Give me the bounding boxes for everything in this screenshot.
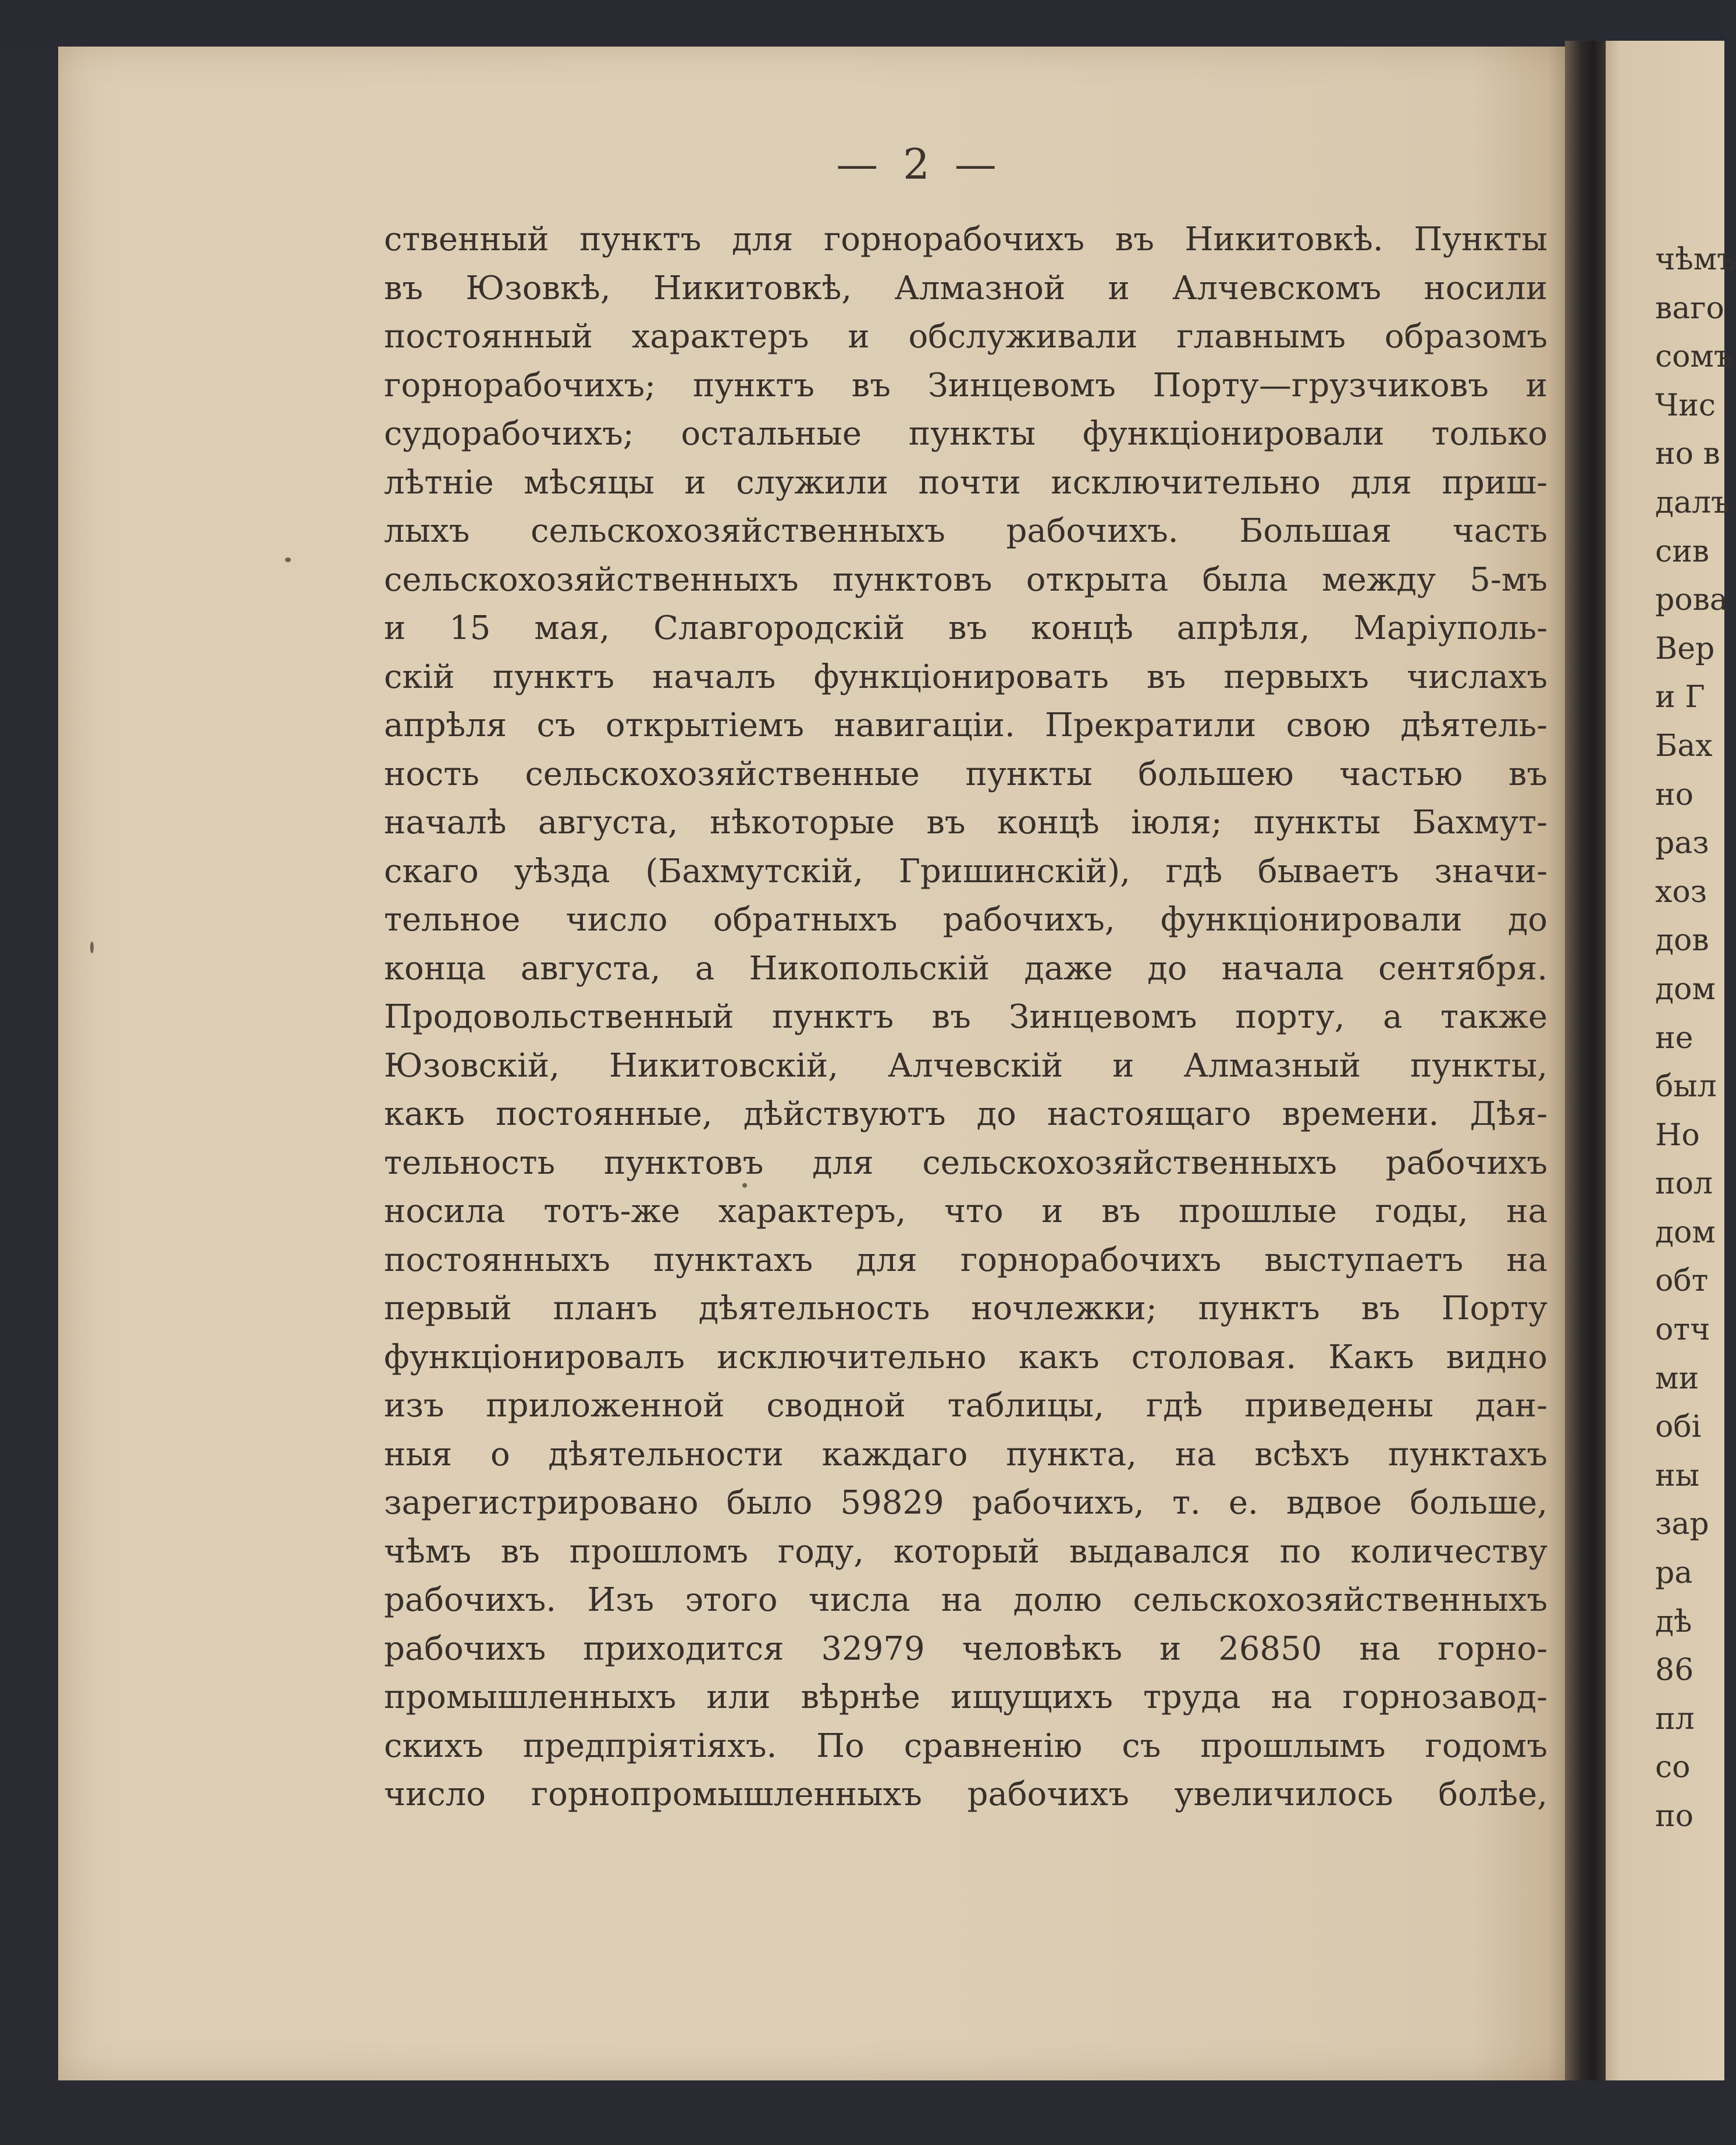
- text-line: конца августа, а Никопольскій даже до начала сентября.: [384, 949, 1548, 988]
- text-line: зарегистрировано было 59829 рабочихъ, т. е. вдвое больше,: [384, 1484, 1548, 1522]
- right-text-fragment: Вер: [1655, 631, 1715, 666]
- right-text-fragment: дов: [1655, 923, 1709, 958]
- right-text-fragment: чѣмъ: [1655, 242, 1736, 277]
- right-text-fragment: но: [1655, 777, 1694, 812]
- right-text-fragment: Чис: [1655, 388, 1716, 423]
- right-text-fragment: далъ: [1655, 485, 1731, 520]
- text-line: какъ постоянные, дѣйствуютъ до настоящаго времени. Дѣя-: [384, 1095, 1548, 1133]
- text-line: апрѣля съ открытіемъ навигаціи. Прекратили свою дѣятель-: [384, 706, 1548, 744]
- right-text-fragment: не: [1655, 1020, 1694, 1056]
- right-text-fragment: дом: [1655, 971, 1716, 1007]
- right-text-fragment: 86: [1655, 1653, 1694, 1688]
- right-text-fragment: хоз: [1655, 874, 1707, 910]
- text-line: скаго уѣзда (Бахмутскій, Гришинскій), гдѣ бываетъ значи-: [384, 852, 1548, 890]
- text-line: скихъ предпріятіяхъ. По сравненію съ прошлымъ годомъ: [384, 1727, 1548, 1765]
- right-text-fragment: дѣ: [1655, 1604, 1692, 1639]
- text-line: рабочихъ. Изъ этого числа на долю сельскохозяйственныхъ: [384, 1581, 1548, 1619]
- text-line: число горнопромышленныхъ рабочихъ увеличилось болѣе,: [384, 1775, 1548, 1813]
- right-text-fragment: рова: [1655, 583, 1728, 618]
- right-text-fragment: раз: [1655, 826, 1709, 861]
- page-number: — 2 —: [836, 140, 1002, 189]
- right-text-fragment: и Г: [1655, 680, 1705, 715]
- paper-speck: [90, 942, 94, 953]
- text-line: тельное число обратныхъ рабочихъ, функціонировали до: [384, 901, 1548, 939]
- text-line: ственный пунктъ для горнорабочихъ въ Никитовкѣ. Пункты: [384, 221, 1548, 258]
- right-text-fragment: сив: [1655, 534, 1710, 569]
- text-line: носила тотъ-же характеръ, что и въ прошлые годы, на: [384, 1192, 1548, 1230]
- right-text-fragment: со: [1655, 1750, 1691, 1785]
- right-text-fragment: дом: [1655, 1214, 1716, 1250]
- text-line: Юзовскій, Никитовскій, Алчевскій и Алмазный пункты,: [384, 1046, 1548, 1085]
- right-text-fragment: был: [1655, 1069, 1717, 1105]
- right-text-fragment: зар: [1655, 1507, 1709, 1542]
- right-text-fragment: Бах: [1655, 728, 1713, 763]
- text-line: функціонировалъ исключительно какъ столовая. Какъ видно: [384, 1338, 1548, 1376]
- right-text-fragment: обі: [1655, 1409, 1702, 1445]
- right-text-fragment: но в: [1655, 436, 1720, 472]
- right-text-fragment: ми: [1655, 1361, 1699, 1396]
- text-line: въ Юзовкѣ, Никитовкѣ, Алмазной и Алчевскомъ носили: [384, 269, 1548, 307]
- right-page-text-fragments: [1655, 236, 1736, 1841]
- text-line: чѣмъ въ прошломъ году, который выдавался по количеству: [384, 1532, 1548, 1571]
- text-line: началѣ августа, нѣкоторые въ концѣ іюля; пункты Бахмут-: [384, 804, 1548, 841]
- left-page-text: [384, 215, 1548, 1819]
- text-line: Продовольственный пунктъ въ Зинцевомъ порту, а также: [384, 998, 1548, 1036]
- text-line: ность сельскохозяйственные пункты большею частью въ: [384, 755, 1548, 793]
- right-text-fragment: ра: [1655, 1556, 1693, 1591]
- scan-background-bottom: [0, 2080, 1724, 2145]
- right-text-fragment: ваго: [1655, 290, 1724, 326]
- text-line: постоянный характеръ и обслуживали главнымъ образомъ: [384, 318, 1548, 356]
- book-gutter: [1565, 41, 1606, 2086]
- right-text-fragment: пл: [1655, 1701, 1695, 1736]
- text-line: изъ приложенной сводной таблицы, гдѣ приведены дан-: [384, 1387, 1548, 1425]
- text-line: рабочихъ приходится 32979 человѣкъ и 26850 на горно-: [384, 1629, 1548, 1668]
- paper-speck: [285, 557, 291, 562]
- right-text-fragment: пол: [1655, 1166, 1713, 1202]
- text-line: первый планъ дѣятельность ночлежки; пунктъ въ Порту: [384, 1290, 1548, 1327]
- right-text-fragment: отч: [1655, 1312, 1710, 1348]
- scan-background-top: [0, 0, 1724, 47]
- text-line: тельность пунктовъ для сельскохозяйственныхъ рабочихъ: [384, 1143, 1548, 1182]
- text-line: лѣтніе мѣсяцы и служили почти исключительно для приш-: [384, 463, 1548, 502]
- text-line: судорабочихъ; остальные пункты функціонировали только: [384, 415, 1548, 453]
- text-line: горнорабочихъ; пунктъ въ Зинцевомъ Порту—грузчиковъ и: [384, 366, 1548, 404]
- text-line: сельскохозяйственныхъ пунктовъ открыта была между 5-мъ: [384, 560, 1548, 599]
- right-text-fragment: сомъ: [1655, 339, 1733, 375]
- text-line: промышленныхъ или вѣрнѣе ищущихъ труда на горнозавод-: [384, 1678, 1548, 1716]
- right-text-fragment: Но: [1655, 1117, 1700, 1153]
- text-line: скій пунктъ началъ функціонировать въ первыхъ числахъ: [384, 658, 1548, 696]
- text-line: постоянныхъ пунктахъ для горнорабочихъ выступаетъ на: [384, 1241, 1548, 1279]
- text-line: лыхъ сельскохозяйственныхъ рабочихъ. Большая часть: [384, 512, 1548, 550]
- text-line: и 15 мая, Славгородскій въ концѣ апрѣля, Маріуполь-: [384, 609, 1548, 647]
- right-text-fragment: по: [1655, 1799, 1694, 1834]
- right-text-fragment: обт: [1655, 1263, 1709, 1299]
- right-text-fragment: ны: [1655, 1458, 1700, 1493]
- text-line: ныя о дѣятельности каждаго пункта, на всѣхъ пунктахъ: [384, 1435, 1548, 1473]
